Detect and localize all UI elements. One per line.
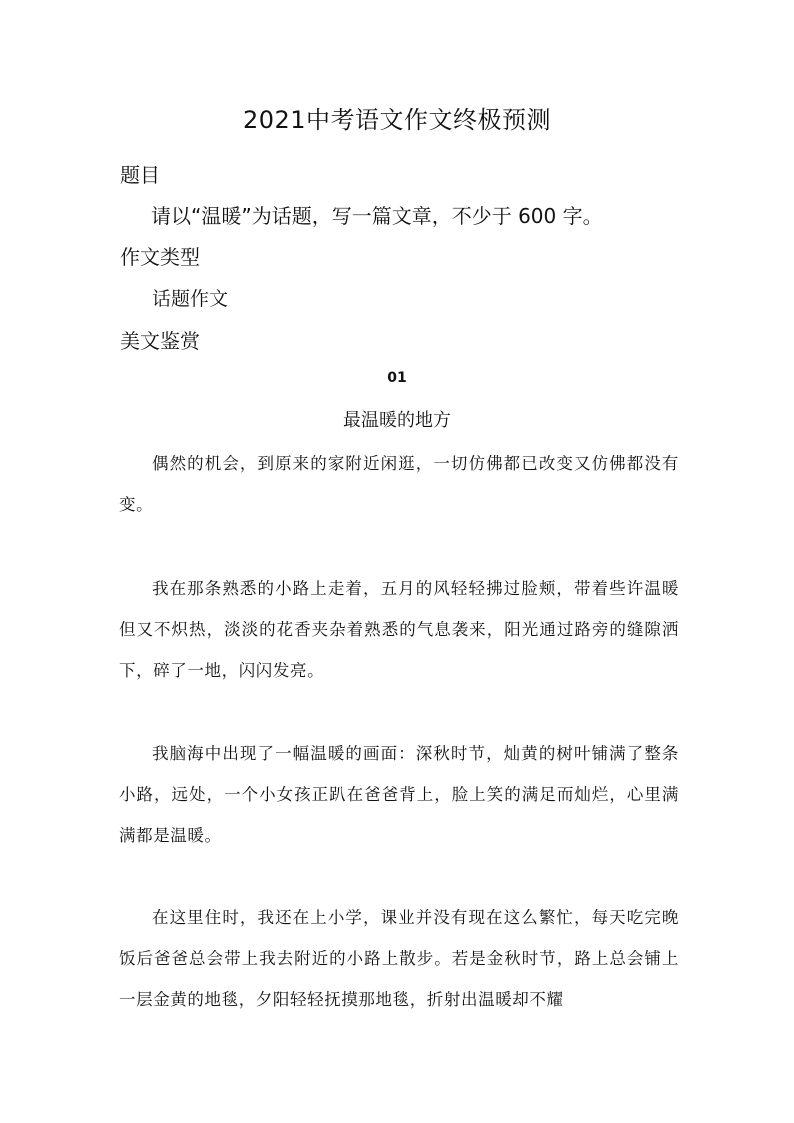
document-title: 2021中考语文作文终极预测: [242, 106, 552, 134]
appreciation-heading: 美文鉴赏: [120, 329, 200, 353]
essay-title: 最温暖的地方: [343, 410, 451, 431]
type-heading: 作文类型: [120, 245, 200, 269]
topic-heading: 题目: [120, 163, 160, 187]
essay-paragraph-2: 我在那条熟悉的小路上走着，五月的风轻轻拂过脸颊，带着些许温暖但又不炽热，淡淡的花香夹杂着熟悉的气息袭来，阳光通过路旁的缝隙洒下，碎了一地，闪闪发亮。: [119, 579, 679, 680]
essay-paragraph-4: 在这里住时，我还在上小学，课业并没有现在这么繁忙，每天吃完晚饭后爸爸总会带上我去附近的小路上散步。若是金秋时节，路上总会铺上一层金黄的地毯，夕阳轻轻抚摸那地毯，折射出温暖却不耀: [119, 908, 679, 1009]
essay-paragraph-3: 我脑海中出现了一幅温暖的画面：深秋时节，灿黄的树叶铺满了整条小路，远处，一个小女孩正趴在爸爸背上，脸上笑的满足而灿烂，心里满满都是温暖。: [119, 744, 679, 845]
type-value: 话题作文: [152, 288, 229, 310]
essay-paragraph-1: 偶然的机会，到原来的家附近闲逛，一切仿佛都已改变又仿佛都没有变。: [119, 454, 679, 514]
topic-text: 请以“温暖”为话题，写一篇文章，不少于 600 字。: [151, 204, 603, 228]
essay-number: 01: [387, 370, 407, 386]
